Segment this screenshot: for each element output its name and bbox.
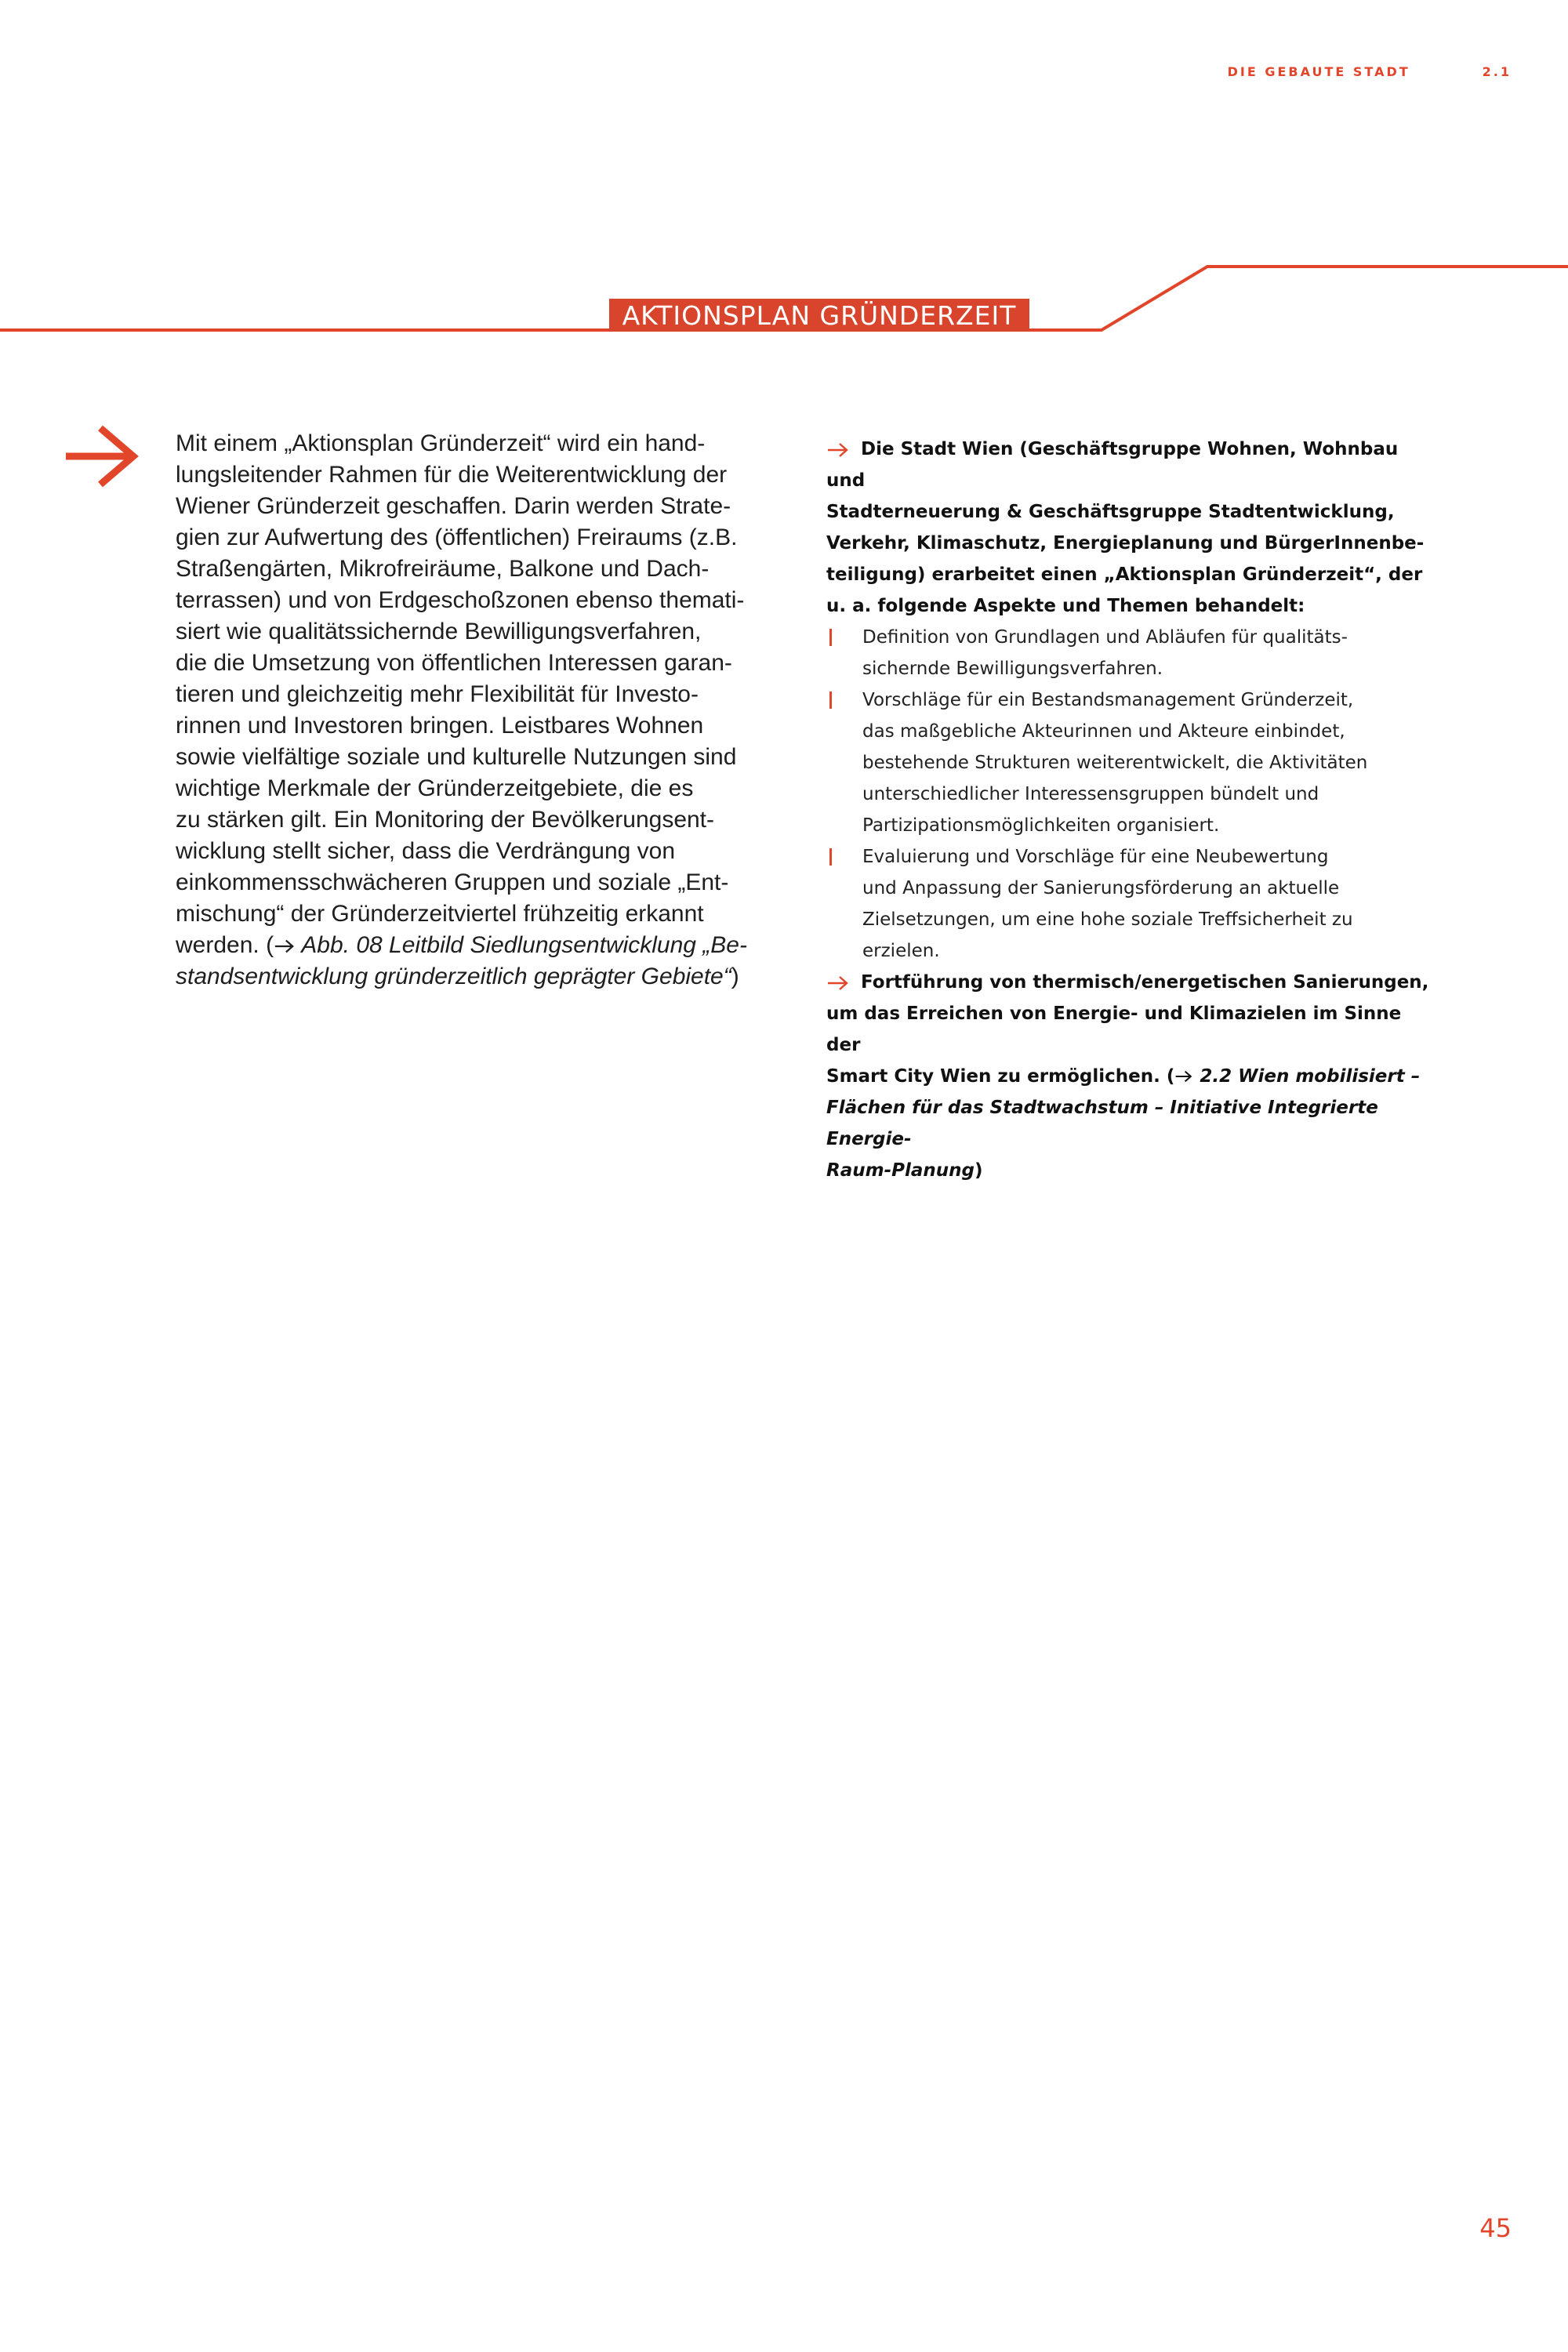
arrow-right-icon — [1174, 1069, 1193, 1083]
intro-paragraph — [176, 428, 795, 993]
body-line: Wiener Gründerzeit geschaffen. Darin werden Strate- — [176, 493, 731, 519]
arrow-right-icon — [826, 975, 850, 991]
arrow-right-icon — [826, 442, 850, 458]
bullet-bar — [829, 691, 832, 709]
sub-list-item: Vorschläge für ein Bestandsmanagement Gründerzeit, das maßgebliche Akteurinnen und Akteure einbindet, bestehende Strukturen weiterentwickelt, die Aktivitäten unterschiedlicher Interessensgruppen bündelt und Partizipationsmöglichkeiten organisiert. — [826, 684, 1438, 841]
body-line: mischung“ der Gründerzeitviertel frühzeitig erkannt — [176, 901, 704, 927]
bullet-bar — [829, 848, 832, 866]
bullet-bar — [829, 629, 832, 646]
body-line: die die Umsetzung von öffentlichen Interessen garan- — [176, 650, 732, 676]
sub-list — [826, 622, 1438, 967]
body-line: terrassen) und von Erdgeschoßzonen ebenso themati- — [176, 587, 745, 613]
section-number: 2.1 — [1482, 64, 1512, 79]
body-line: zu stärken gilt. Ein Monitoring der Bevölkerungsent- — [176, 807, 715, 833]
body-line: Straßengärten, Mikrofreiräume, Balkone und Dach- — [176, 556, 710, 582]
section-heading: AKTIONSPLAN GRÜNDERZEIT — [609, 299, 1029, 332]
body-line: lungsleitender Rahmen für die Weiterentwicklung der — [176, 462, 728, 488]
cross-reference[interactable]: standsentwicklung gründerzeitlich geprägter Gebiete“ — [176, 964, 731, 989]
list-item: Die Stadt Wien (Geschäftsgruppe Wohnen, Wohnbau und Stadterneuerung & Geschäftsgruppe Stadtentwicklung, Verkehr, Klimaschutz, Energieplanung und BürgerInnenbe- teiligung) erarbeitet einen „Aktionsplan Gründerzeit“, der u. a. folgende Aspekte und Themen behandelt: Definition von Grundlagen und Abläufen für qualitäts- sichernde Bewilligungsverfahren. Vorschläge für ein Bestandsmanagement Gründerzeit, das maßgebliche Akteurinnen und Akteure einbindet, bestehende Strukturen weiterentwickelt, die Aktivitäten unterschiedlicher Interessensgruppen bündelt und Partizipationsmöglichkeiten organisiert. Evaluierung und Vorschläge für eine Neubewertung und Anpassung der Sanierungsförderung an aktuelle Zielsetzungen, um eine hohe soziale Treffsicherheit zu erzielen. — [826, 434, 1438, 967]
body-line: gien zur Aufwertung des (öffentlichen) Freiraums (z.B. — [176, 524, 738, 550]
cross-reference[interactable]: Abb. 08 Leitbild Siedlungsentwicklung „Be- — [296, 932, 747, 958]
body-line: einkommensschwächeren Gruppen und soziale „Ent- — [176, 869, 729, 895]
body-line: wichtige Merkmale der Gründerzeitgebiete, die es — [176, 775, 694, 801]
running-header — [1228, 64, 1512, 79]
list-item: Fortführung von thermisch/energetischen Sanierungen, um das Erreichen von Energie- und Klimazielen im Sinne der Smart City Wien zu ermöglichen. ( 2.2 Wien mobilisiert – Flächen für das Stadtwachstum – Initiative Integrierte Energie- Raum-Planung) — [826, 967, 1438, 1186]
body-line: sowie vielfältige soziale und kulturelle Nutzungen sind — [176, 744, 737, 770]
page-number: 45 — [1479, 2213, 1512, 2243]
body-line: rinnen und Investoren bringen. Leistbares Wohnen — [176, 713, 704, 739]
measures-list — [826, 434, 1438, 1186]
body-line: tieren und gleichzeitig mehr Flexibilität für Investo- — [176, 681, 699, 707]
body-line: siert wie qualitätssichernde Bewilligungsverfahren, — [176, 619, 702, 644]
sub-list-item: Evaluierung und Vorschläge für eine Neubewertung und Anpassung der Sanierungsförderung an aktuelle Zielsetzungen, um eine hohe soziale Treffsicherheit zu erzielen. — [826, 841, 1438, 967]
body-line: Mit einem „Aktionsplan Gründerzeit“ wird ein hand- — [176, 430, 706, 456]
cross-reference[interactable]: Raum-Planung — [826, 1160, 975, 1181]
body-line: standsentwicklung gründerzeitlich geprägter Gebiete“) — [176, 964, 739, 989]
cross-reference[interactable]: 2.2 Wien mobilisiert – — [1193, 1066, 1421, 1087]
section-title: DIE GEBAUTE STADT — [1227, 64, 1410, 79]
arrow-right-icon — [63, 423, 141, 489]
body-line: werden. ( Abb. 08 Leitbild Siedlungsentwicklung „Be- — [176, 932, 747, 958]
body-line: wicklung stellt sicher, dass die Verdrängung von — [176, 838, 676, 864]
arrow-right-icon — [274, 938, 296, 954]
sub-list-item: Definition von Grundlagen und Abläufen für qualitäts- sichernde Bewilligungsverfahren. — [826, 622, 1438, 684]
cross-reference[interactable]: Flächen für das Stadtwachstum – Initiative Integrierte Energie- — [826, 1098, 1378, 1149]
